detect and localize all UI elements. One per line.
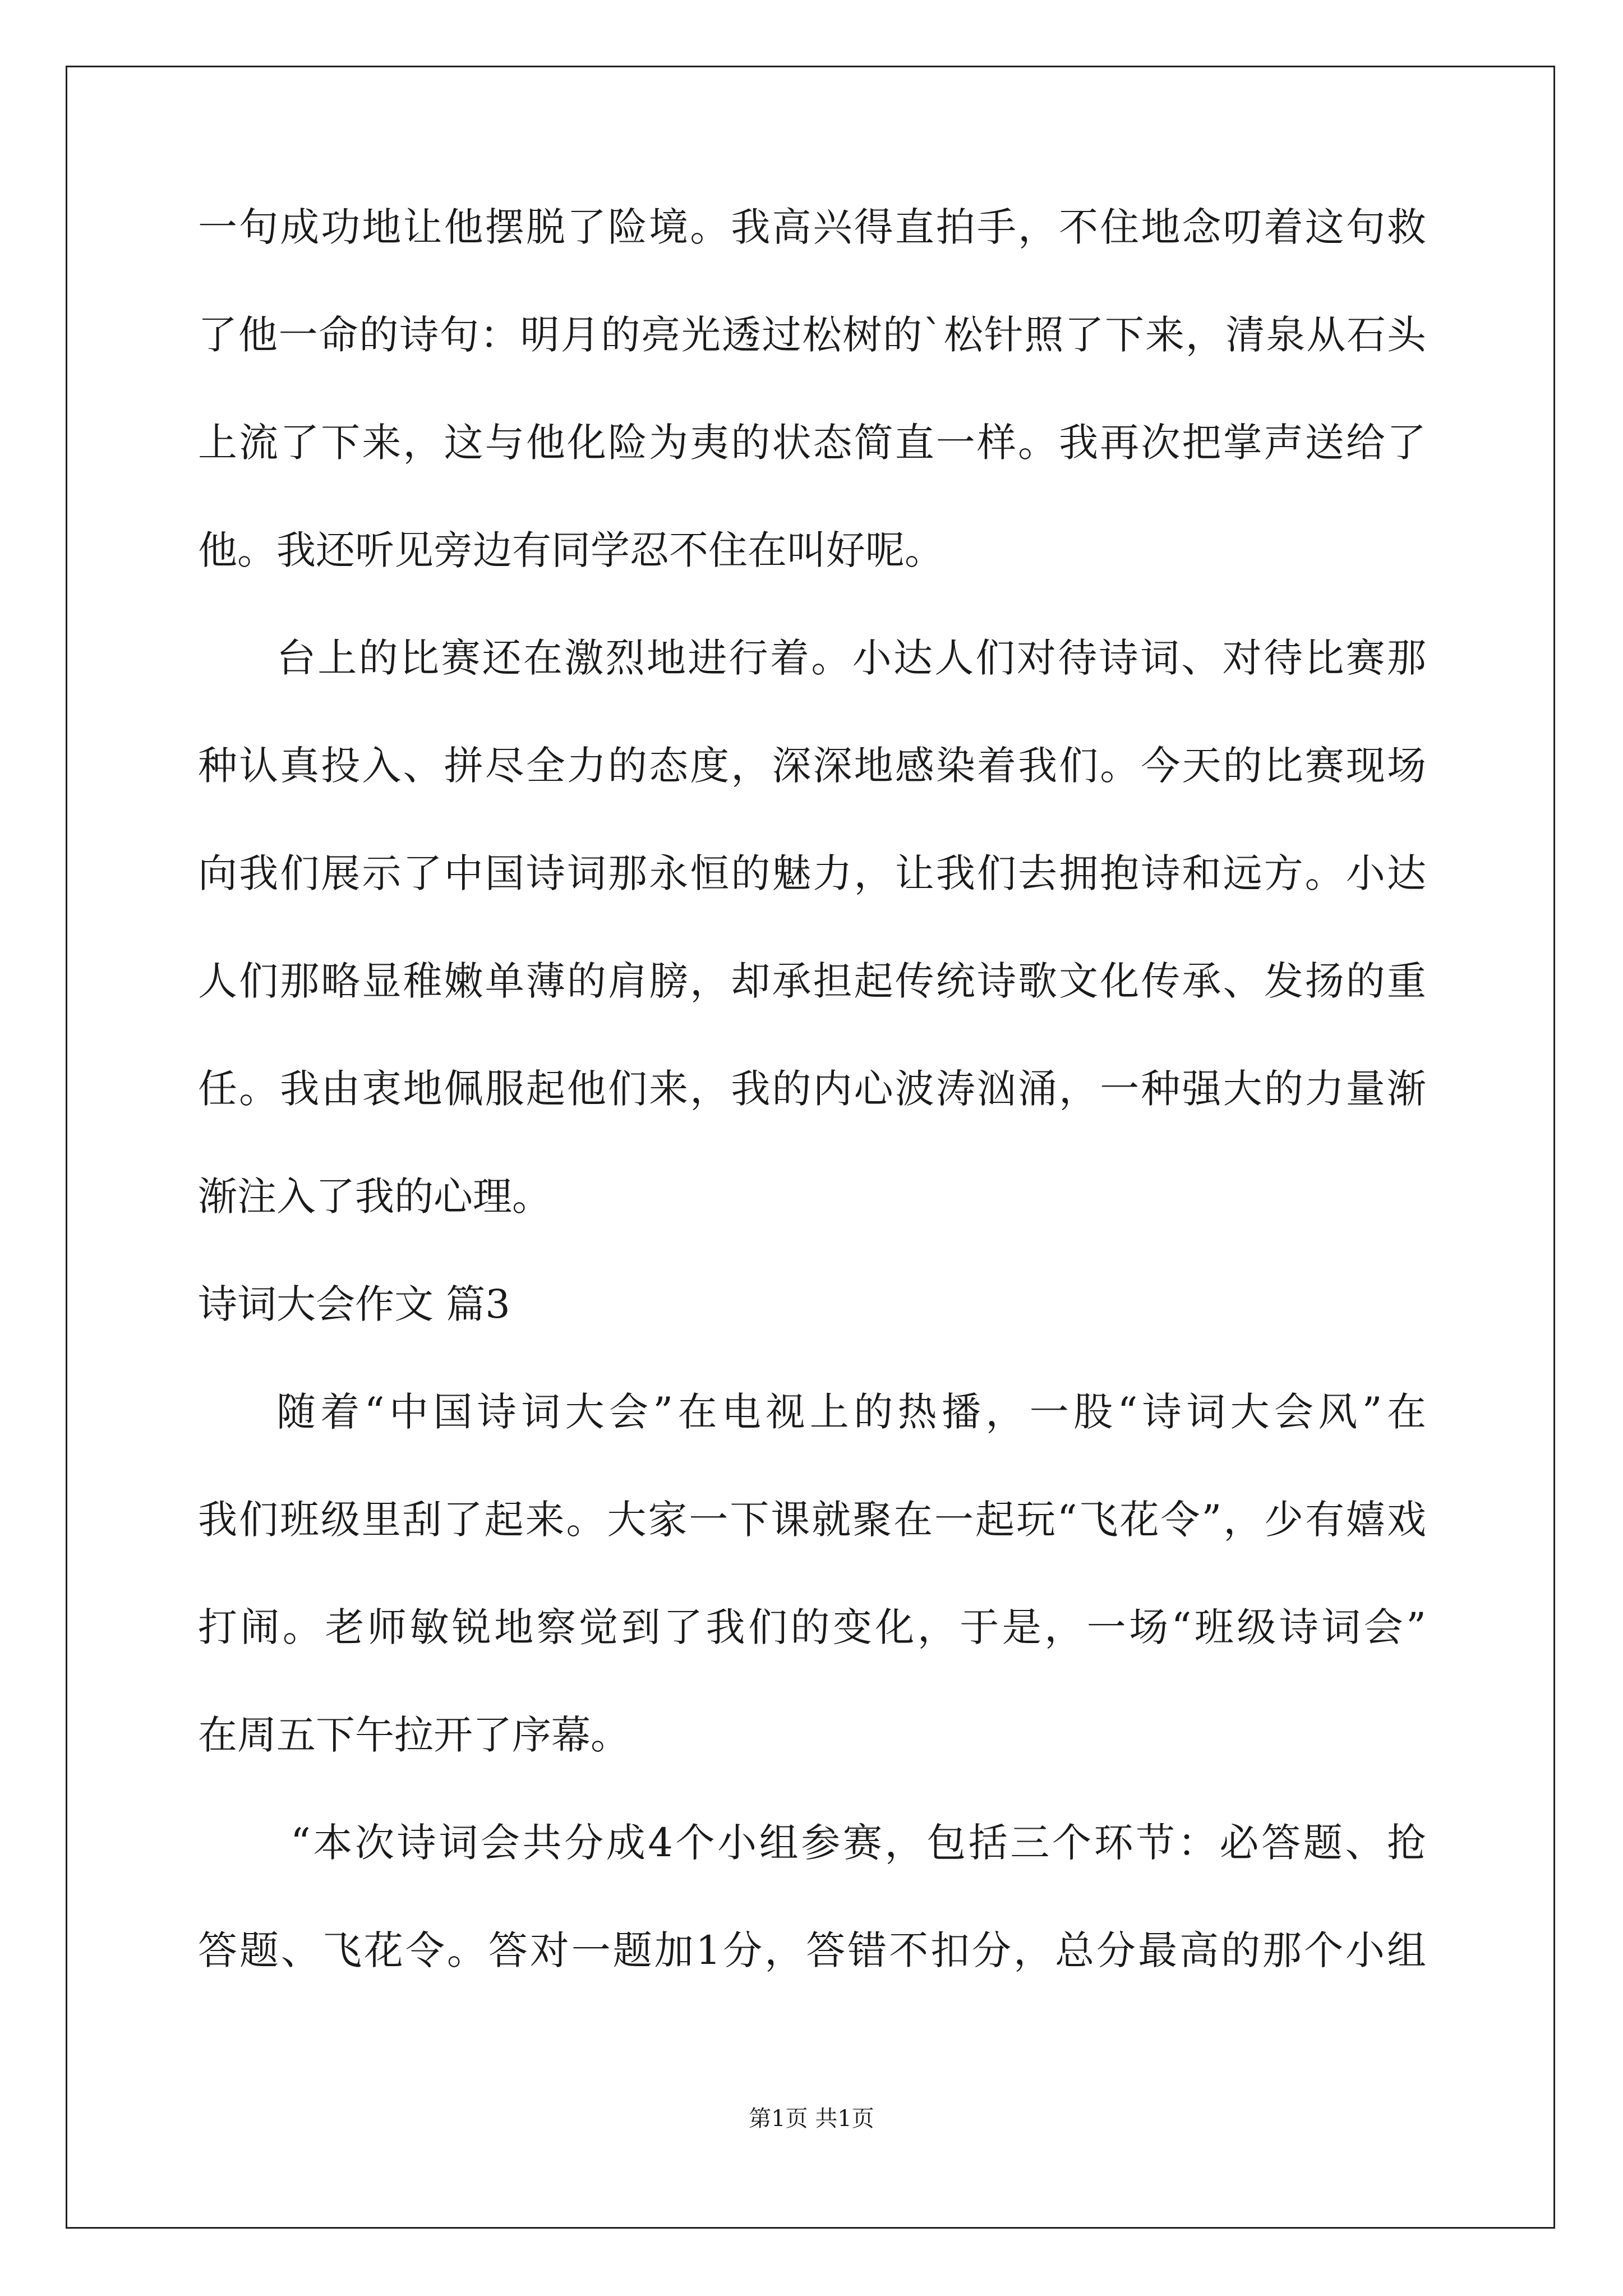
- section-heading: 诗词大会作文 篇3: [198, 1281, 510, 1327]
- document-body: [198, 204, 1426, 2039]
- text-line: 在周五下午拉开了序幕。: [198, 1712, 630, 1758]
- text-line: 了他一命的诗句：明月的亮光透过松树的`松针照了下来，清泉从石头: [198, 312, 1426, 358]
- text-line: 任。我由衷地佩服起他们来，我的内心波涛汹涌，一种强大的力量渐: [198, 1066, 1426, 1112]
- text-line: 一句成功地让他摆脱了险境。我高兴得直拍手，不住地念叨着这句救: [198, 204, 1426, 250]
- text-line: 种认真投入、拼尽全力的态度，深深地感染着我们。今天的比赛现场: [198, 743, 1426, 789]
- text-line: 上流了下来，这与他化险为夷的状态简直一样。我再次把掌声送给了: [198, 420, 1426, 466]
- text-line: “本次诗词会共分成4个小组参赛，包括三个环节：必答题、抢: [291, 1820, 1426, 1866]
- text-line: 我们班级里刮了起来。大家一下课就聚在一起玩“飞花令”，少有嬉戏: [198, 1497, 1426, 1543]
- text-line: 打闹。老师敏锐地察觉到了我们的变化，于是，一场“班级诗词会”: [198, 1604, 1426, 1650]
- text-line: 向我们展示了中国诗词那永恒的魅力，让我们去拥抱诗和远方。小达: [198, 850, 1426, 896]
- text-line: 答题、飞花令。答对一题加1分，答错不扣分，总分最高的那个小组: [198, 1927, 1426, 1973]
- text-line: 随着“中国诗词大会”在电视上的热播，一股“诗词大会风”在: [276, 1389, 1426, 1435]
- page-number-footer: 第1页 共1页: [749, 2106, 874, 2132]
- text-line: 台上的比赛还在激烈地进行着。小达人们对待诗词、对待比赛那: [276, 635, 1426, 681]
- text-line: 他。我还听见旁边有同学忍不住在叫好呢。: [198, 527, 944, 573]
- text-line: 渐注入了我的心理。: [198, 1174, 551, 1220]
- text-line: 人们那略显稚嫩单薄的肩膀，却承担起传统诗歌文化传承、发扬的重: [198, 958, 1426, 1004]
